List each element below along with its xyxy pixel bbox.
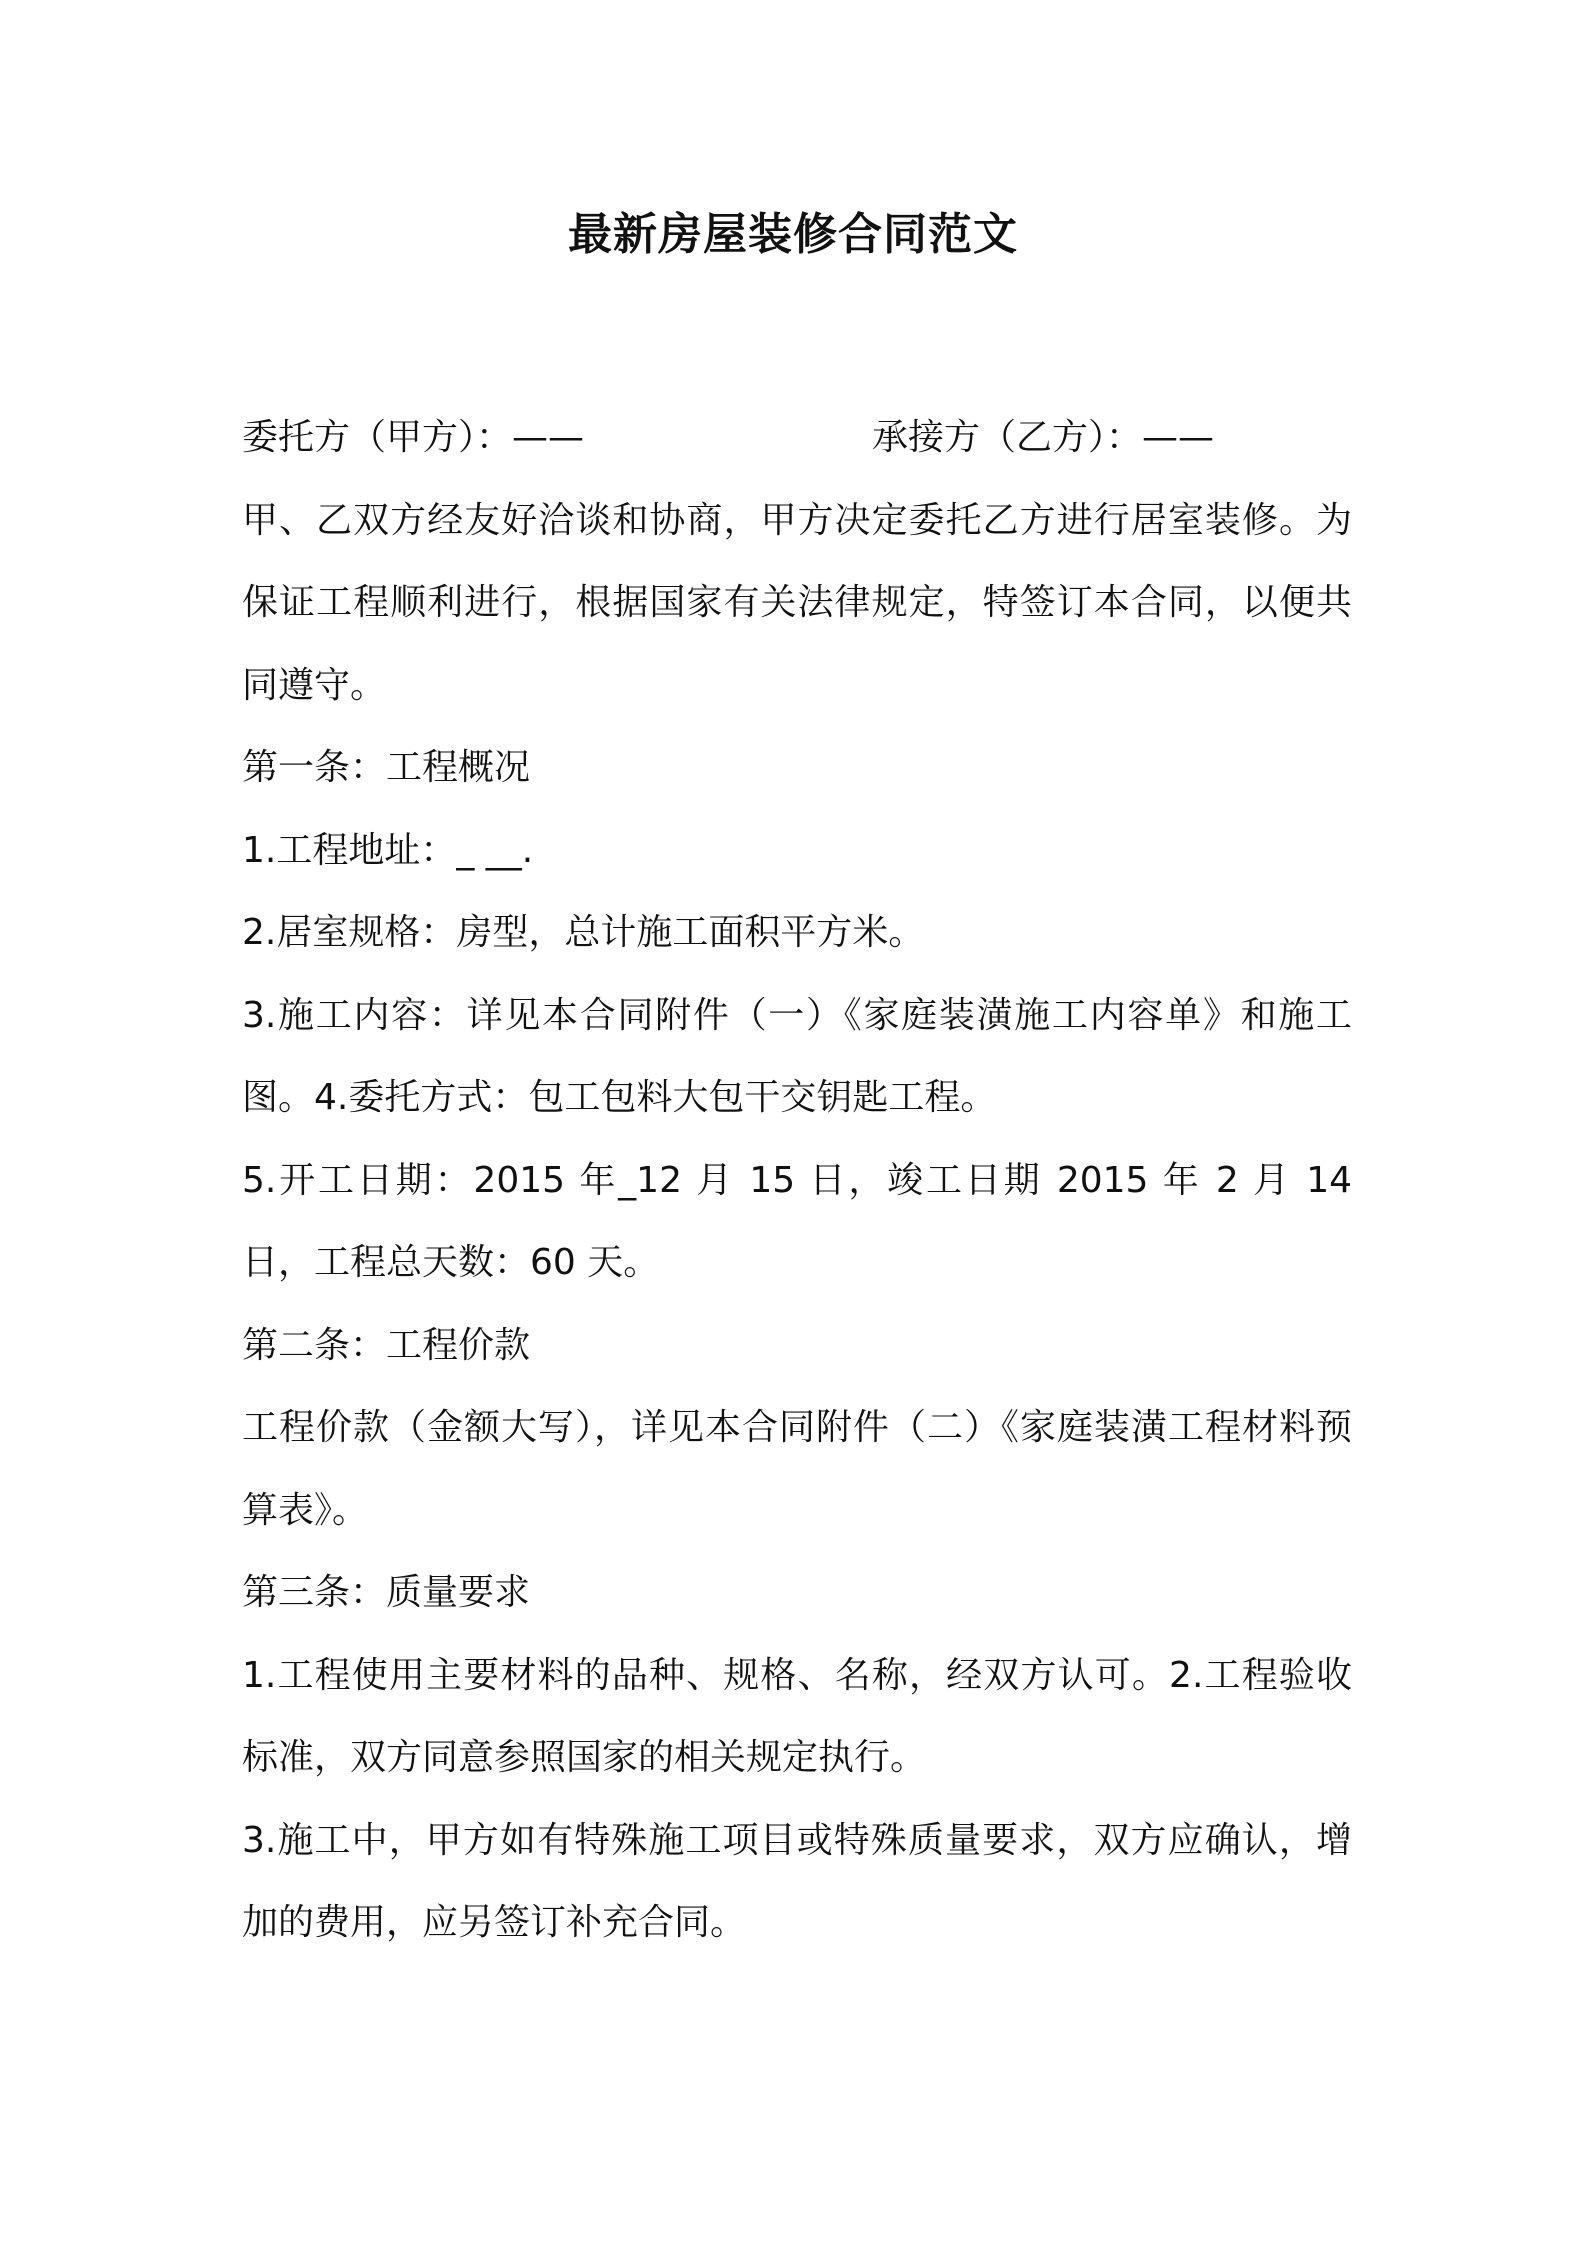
document-title: 最新房屋装修合同范文 — [568, 209, 1018, 260]
article-2-heading: 第二条：工程价款 — [242, 1324, 531, 1366]
parties-line — [242, 397, 1352, 480]
article-3-item-1-2: 1.工程使用主要材料的品种、规格、名称，经双方认可。2.工程验收标准，双方同意参照国家的相关规定执行。 — [242, 1654, 1352, 1778]
article-2-paragraph: 工程价款（金额大写），详见本合同附件（二）《家庭装潢工程材料预算表》。 — [242, 1407, 1352, 1531]
intro-paragraph: 甲、乙双方经友好洽谈和协商，甲方决定委托乙方进行居室装修。为保证工程顺利进行，根据国家有关法律规定，特签订本合同，以便共同遵守。 — [242, 499, 1352, 706]
article-1-heading: 第一条：工程概况 — [242, 747, 531, 788]
article-1-item-1: 1.工程地址：_ __. — [242, 829, 534, 871]
article-3-heading: 第三条：质量要求 — [242, 1572, 531, 1613]
article-1-item-2: 2.居室规格：房型，总计施工面积平方米。 — [242, 912, 925, 953]
document-body — [242, 397, 1352, 1965]
party-a-label: 委托方（甲方）：—— — [242, 417, 585, 458]
party-b-label: 承接方（乙方）：—— — [872, 417, 1215, 458]
article-1-item-5: 5.开工日期：2015 年_12 月 15 日，竣工日期 2015 年 2 月 14 日，工程总天数：60 天。 — [242, 1159, 1352, 1283]
article-3-item-3: 3.施工中，甲方如有特殊施工项目或特殊质量要求，双方应确认，增加的费用，应另签订补充合同。 — [242, 1819, 1352, 1943]
article-1-item-3-4: 3.施工内容：详见本合同附件（一）《家庭装潢施工内容单》和施工图。4.委托方式：包工包料大包干交钥匙工程。 — [242, 994, 1352, 1118]
